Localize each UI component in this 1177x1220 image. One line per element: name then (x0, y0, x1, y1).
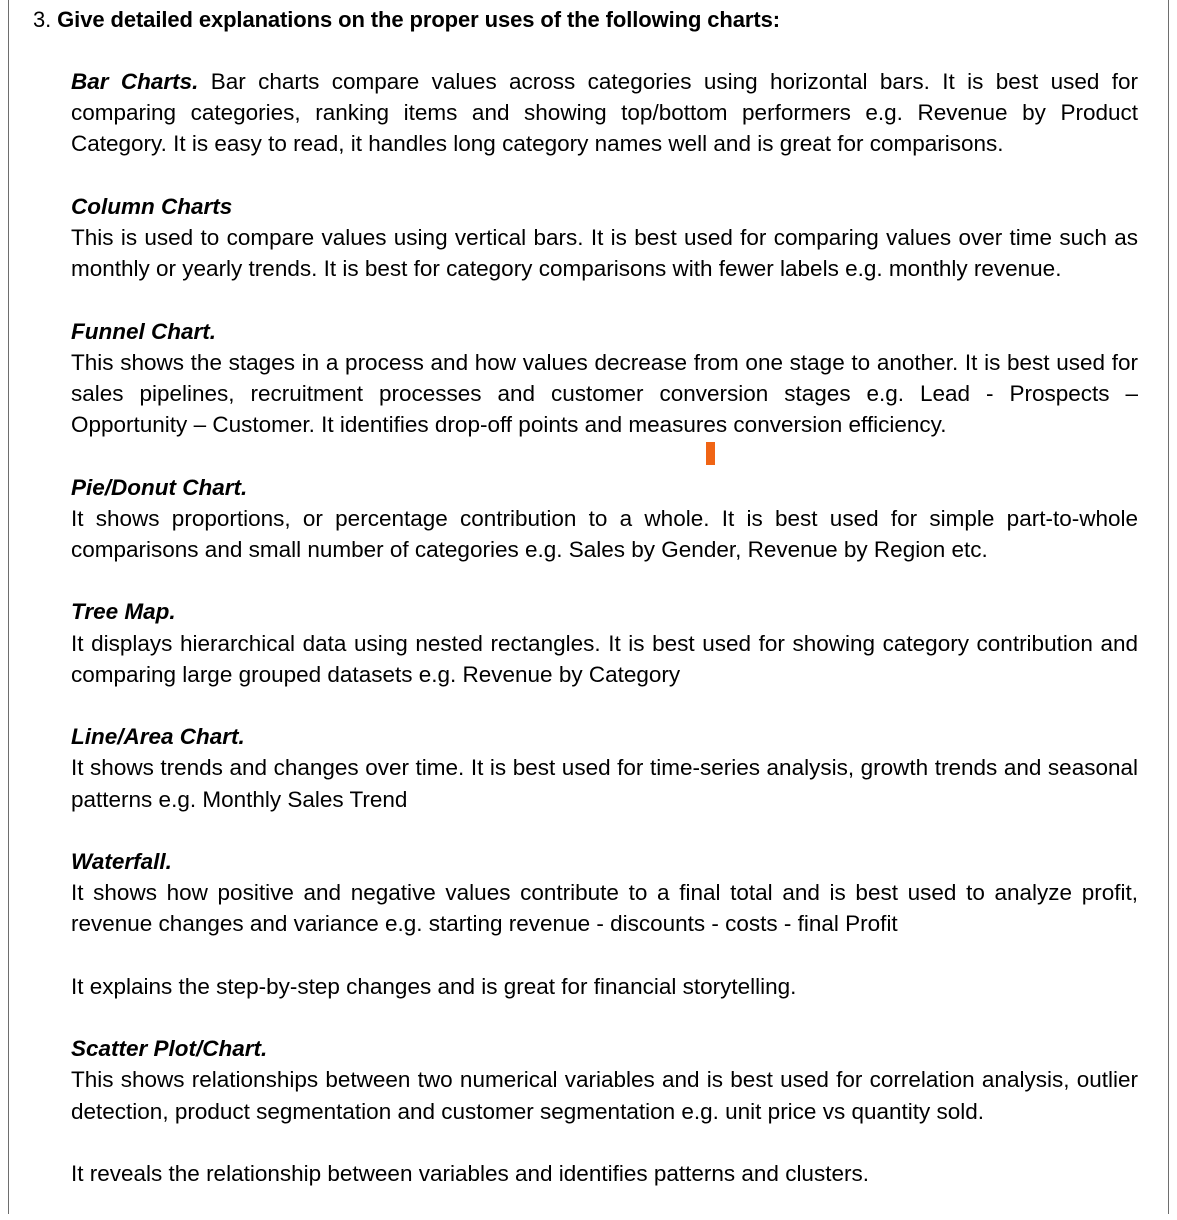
section-heading: Pie/Donut Chart. (71, 474, 248, 500)
section-waterfall (71, 846, 1138, 940)
section-body: It shows trends and changes over time. It is best used for time-series analysis, growth trends and seasonal patterns e.g. Monthly Sales Trend (71, 755, 1138, 812)
section-heading: Tree Map. (71, 599, 176, 625)
section-note: It explains the step-by-step changes and is great for financial storytelling. (71, 973, 797, 999)
section-heading: Line/Area Chart. (71, 724, 245, 750)
section-paragraph (71, 66, 1138, 160)
section-body: It shows proportions, or percentage contribution to a whole. It is best used for simple part-to-whole comparisons and small number of categories e.g. Sales by Gender, Revenue by Region etc. (71, 505, 1138, 562)
section-tree-map (71, 596, 1138, 690)
section-body: It displays hierarchical data using nested rectangles. It is best used for showing category contribution and comparing large grouped datasets e.g. Revenue by Category (71, 630, 1138, 687)
section-column-charts (71, 191, 1138, 285)
section-line-area-chart (71, 721, 1138, 815)
question-text: Give detailed explanations on the proper uses of the following charts: (57, 7, 780, 32)
section-body: This shows relationships between two numerical variables and is best used for correlation analysis, outlier detection, product segmentation and customer segmentation e.g. unit price vs quantity sold. (71, 1067, 1138, 1124)
section-heading: Scatter Plot/Chart. (71, 1036, 268, 1062)
section-body: This is used to compare values using vertical bars. It is best used for comparing values over time such as monthly or yearly trends. It is best for category comparisons with fewer labels e.g. monthly revenue. (71, 225, 1138, 282)
section-body: Bar charts compare values across categories using horizontal bars. It is best used for comparing categories, ranking items and showing top/bottom performers e.g. Revenue by Product Category. It is easy to read, it handles long category names well and is great for comparisons. (71, 69, 1138, 157)
section-bar-charts (71, 66, 1138, 160)
section-scatter-plot (71, 1033, 1138, 1127)
question-heading (33, 5, 780, 35)
section-note: It reveals the relationship between variables and identifies patterns and clusters. (71, 1160, 869, 1186)
section-pie-donut-chart (71, 472, 1138, 566)
text-cursor-marker (706, 442, 715, 465)
document-body (71, 66, 1138, 1220)
section-body: This shows the stages in a process and how values decrease from one stage to another. It is best used for sales pipelines, recruitment processes and customer conversion stages e.g. Lead - Prospects – Opportunity – Customer. It identifies drop-off points and measures conversion efficiency. (71, 349, 1138, 438)
section-heading: Column Charts (71, 193, 233, 219)
section-heading: Funnel Chart. (71, 318, 216, 344)
section-heading: Bar Charts. (71, 69, 199, 94)
section-funnel-chart (71, 316, 1138, 441)
section-heading: Waterfall. (71, 848, 172, 874)
question-number: 3. (33, 7, 52, 32)
section-body: It shows how positive and negative values contribute to a final total and is best used to analyze profit, revenue changes and variance e.g. starting revenue - discounts - costs - final Profit (71, 880, 1138, 937)
